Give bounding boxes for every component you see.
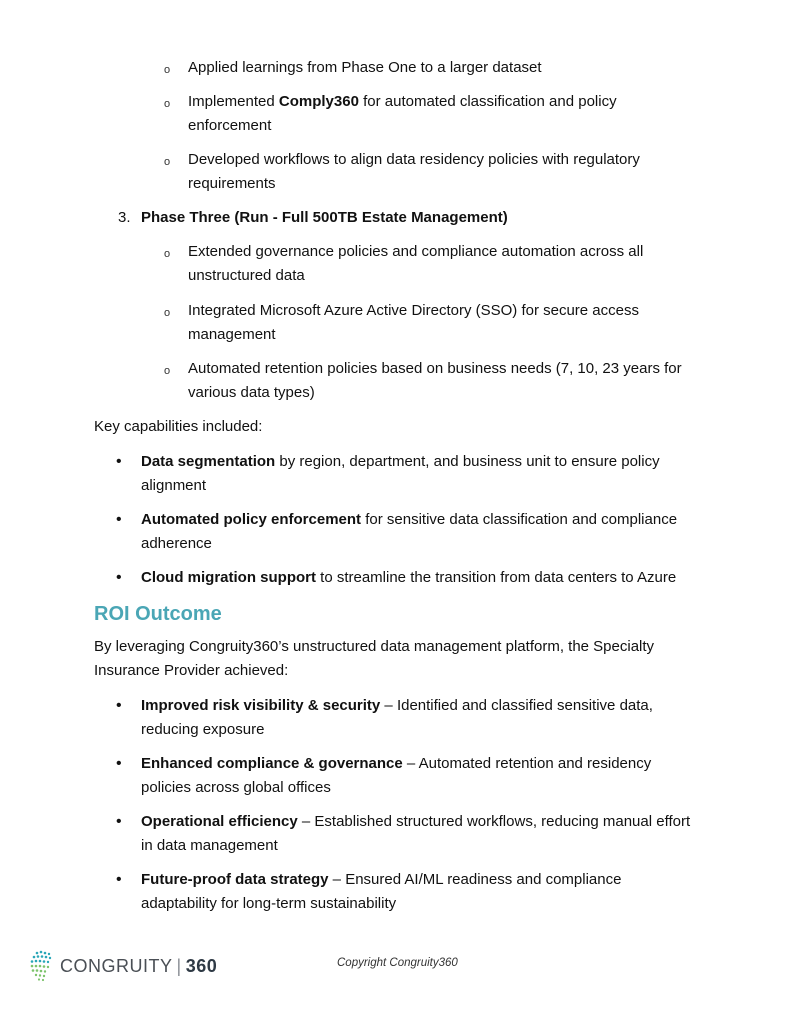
bullet-marker: • bbox=[116, 453, 122, 470]
bullet-marker: • bbox=[116, 871, 122, 888]
bullet-marker: • bbox=[116, 697, 122, 714]
list-item-continuation: reducing exposure bbox=[141, 721, 265, 738]
list-item-continuation: alignment bbox=[141, 477, 207, 494]
roi-intro-continuation: Insurance Provider achieved: bbox=[94, 662, 289, 679]
list-item: Improved risk visibility & security – Identified and classified sensitive data, bbox=[141, 697, 653, 714]
bullet-marker: • bbox=[116, 813, 122, 830]
list-item: Data segmentation by region, department, and business unit to ensure policy bbox=[141, 453, 660, 470]
bullet-marker: • bbox=[116, 511, 122, 528]
list-item-continuation: management bbox=[188, 326, 276, 343]
list-item: Extended governance policies and compliance automation across all bbox=[188, 243, 644, 260]
list-item-continuation: adherence bbox=[141, 535, 212, 552]
list-item: Operational efficiency – Established structured workflows, reducing manual effort bbox=[141, 813, 691, 830]
sub-bullet-marker: o bbox=[164, 365, 171, 377]
list-item-continuation: enforcement bbox=[188, 117, 272, 134]
bullet-marker: • bbox=[116, 569, 122, 586]
list-item: Developed workflows to align data residency policies with regulatory bbox=[188, 151, 640, 168]
roi-intro: By leveraging Congruity360’s unstructured data management platform, the Specialty bbox=[94, 638, 655, 655]
list-item-continuation: requirements bbox=[188, 175, 276, 192]
key-capabilities-intro: Key capabilities included: bbox=[94, 418, 263, 435]
roi-heading: ROI Outcome bbox=[94, 603, 222, 625]
phase-three-title: Phase Three (Run - Full 500TB Estate Management) bbox=[141, 209, 508, 226]
list-number: 3. bbox=[118, 209, 131, 226]
list-item: Future-proof data strategy – Ensured AI/ML readiness and compliance bbox=[141, 871, 622, 888]
list-item: Applied learnings from Phase One to a larger dataset bbox=[188, 59, 542, 76]
sub-bullet-marker: o bbox=[164, 307, 171, 319]
sub-bullet-marker: o bbox=[164, 64, 171, 76]
list-item: Automated retention policies based on business needs (7, 10, 23 years for bbox=[188, 360, 682, 377]
list-item-continuation: in data management bbox=[141, 837, 278, 854]
sub-bullet-marker: o bbox=[164, 156, 171, 168]
list-item-continuation: policies across global offices bbox=[141, 779, 331, 796]
list-item: Cloud migration support to streamline the transition from data centers to Azure bbox=[141, 569, 677, 586]
list-item: Integrated Microsoft Azure Active Directory (SSO) for secure access bbox=[188, 302, 639, 319]
list-item-continuation: adaptability for long-term sustainability bbox=[141, 895, 397, 912]
congruity360-logo bbox=[28, 948, 218, 986]
congruity-globe-icon bbox=[28, 948, 58, 984]
list-item: Automated policy enforcement for sensitive data classification and compliance bbox=[141, 511, 678, 528]
sub-bullet-marker: o bbox=[164, 98, 171, 110]
list-item: Implemented Comply360 for automated classification and policy bbox=[188, 93, 617, 110]
sub-bullet-marker: o bbox=[164, 248, 171, 260]
list-item-continuation: unstructured data bbox=[188, 267, 305, 284]
copyright-notice: Copyright Congruity360 bbox=[337, 957, 458, 969]
list-item-continuation: various data types) bbox=[188, 384, 315, 401]
list-item: Enhanced compliance & governance – Automated retention and residency bbox=[141, 755, 652, 772]
bullet-marker: • bbox=[116, 755, 122, 772]
logo-wordmark: CONGRUITY | 360 bbox=[60, 956, 218, 976]
